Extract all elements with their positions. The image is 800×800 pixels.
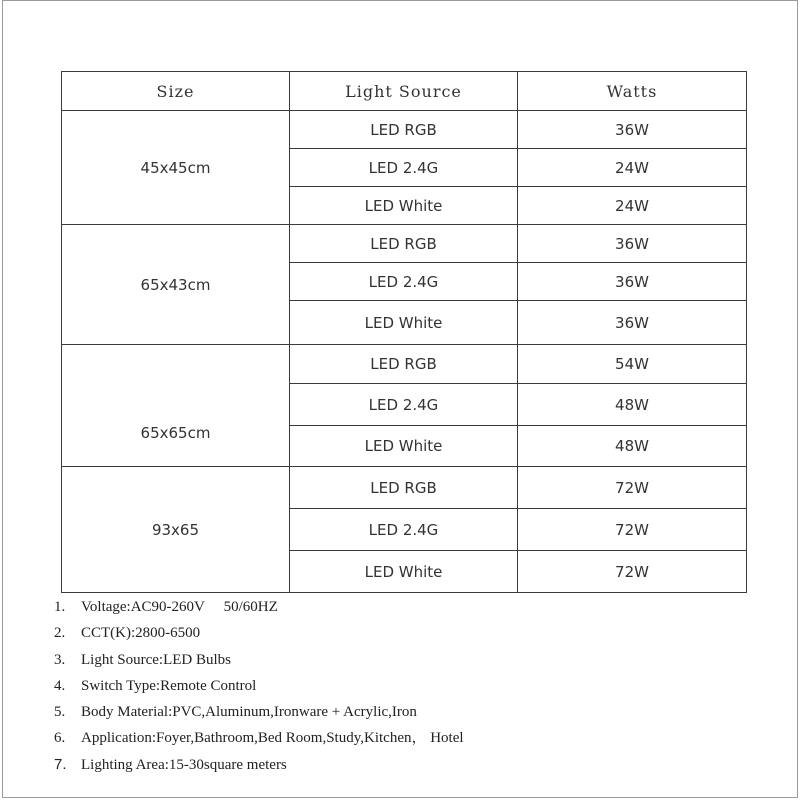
light-source-cell: LED 2.4G [290,384,518,426]
table-row [62,345,747,384]
watts-cell: 72W [518,467,747,509]
spec-notes-list [54,596,464,780]
note-light-source: Light Source:LED Bulbs [81,651,231,668]
list-number: 2. [54,625,66,642]
watts-cell: 24W [518,149,747,187]
watts-cell: 72W [518,509,747,551]
note-body-material: Body Material:PVC,Aluminum,Ironware + Acrylic,Iron [81,704,417,721]
header-light-source: Light Source [290,72,518,111]
light-source-cell: LED 2.4G [290,149,518,187]
list-item [54,622,464,648]
list-number: 5. [54,704,66,721]
list-number: 4. [54,677,66,694]
watts-cell: 72W [518,551,747,593]
list-item [54,754,464,780]
watts-cell: 54W [518,345,747,384]
watts-cell: 36W [518,301,747,345]
light-source-cell: LED RGB [290,111,518,149]
list-item [54,596,464,622]
size-cell: 65x65cm [62,345,290,467]
light-source-cell: LED RGB [290,225,518,263]
light-source-cell: LED White [290,301,518,345]
watts-cell: 36W [518,263,747,301]
light-source-cell: LED RGB [290,345,518,384]
list-item [54,701,464,727]
list-number: 6. [54,730,66,747]
size-cell: 45x45cm [62,111,290,225]
light-source-cell: LED White [290,187,518,225]
list-item [54,675,464,701]
note-voltage: Voltage:AC90-260V 50/60HZ [81,599,278,615]
note-application: Application:Foyer,Bathroom,Bed Room,Study,Kitchen， Hotel [81,730,464,747]
list-number: 7. [54,755,67,773]
note-cct: CCT(K):2800-6500 [81,625,201,642]
watts-cell: 36W [518,111,747,149]
table-row [62,225,747,263]
spec-table [61,71,747,593]
watts-cell: 36W [518,225,747,263]
light-source-cell: LED 2.4G [290,263,518,301]
table-row [62,467,747,509]
note-switch-type: Switch Type:Remote Control [81,677,257,694]
size-cell: 65x43cm [62,225,290,345]
light-source-cell: LED White [290,551,518,593]
size-cell: 93x65 [62,467,290,593]
header-row [62,72,747,111]
header-size: Size [62,72,290,111]
list-item [54,649,464,675]
watts-cell: 48W [518,426,747,467]
header-watts: Watts [518,72,747,111]
watts-cell: 24W [518,187,747,225]
list-number: 1. [54,599,66,615]
note-lighting-area: Lighting Area:15-30square meters [81,756,287,773]
light-source-cell: LED RGB [290,467,518,509]
light-source-cell: LED 2.4G [290,509,518,551]
table-row [62,111,747,149]
light-source-cell: LED White [290,426,518,467]
watts-cell: 48W [518,384,747,426]
list-number: 3. [54,651,66,668]
list-item [54,727,464,753]
